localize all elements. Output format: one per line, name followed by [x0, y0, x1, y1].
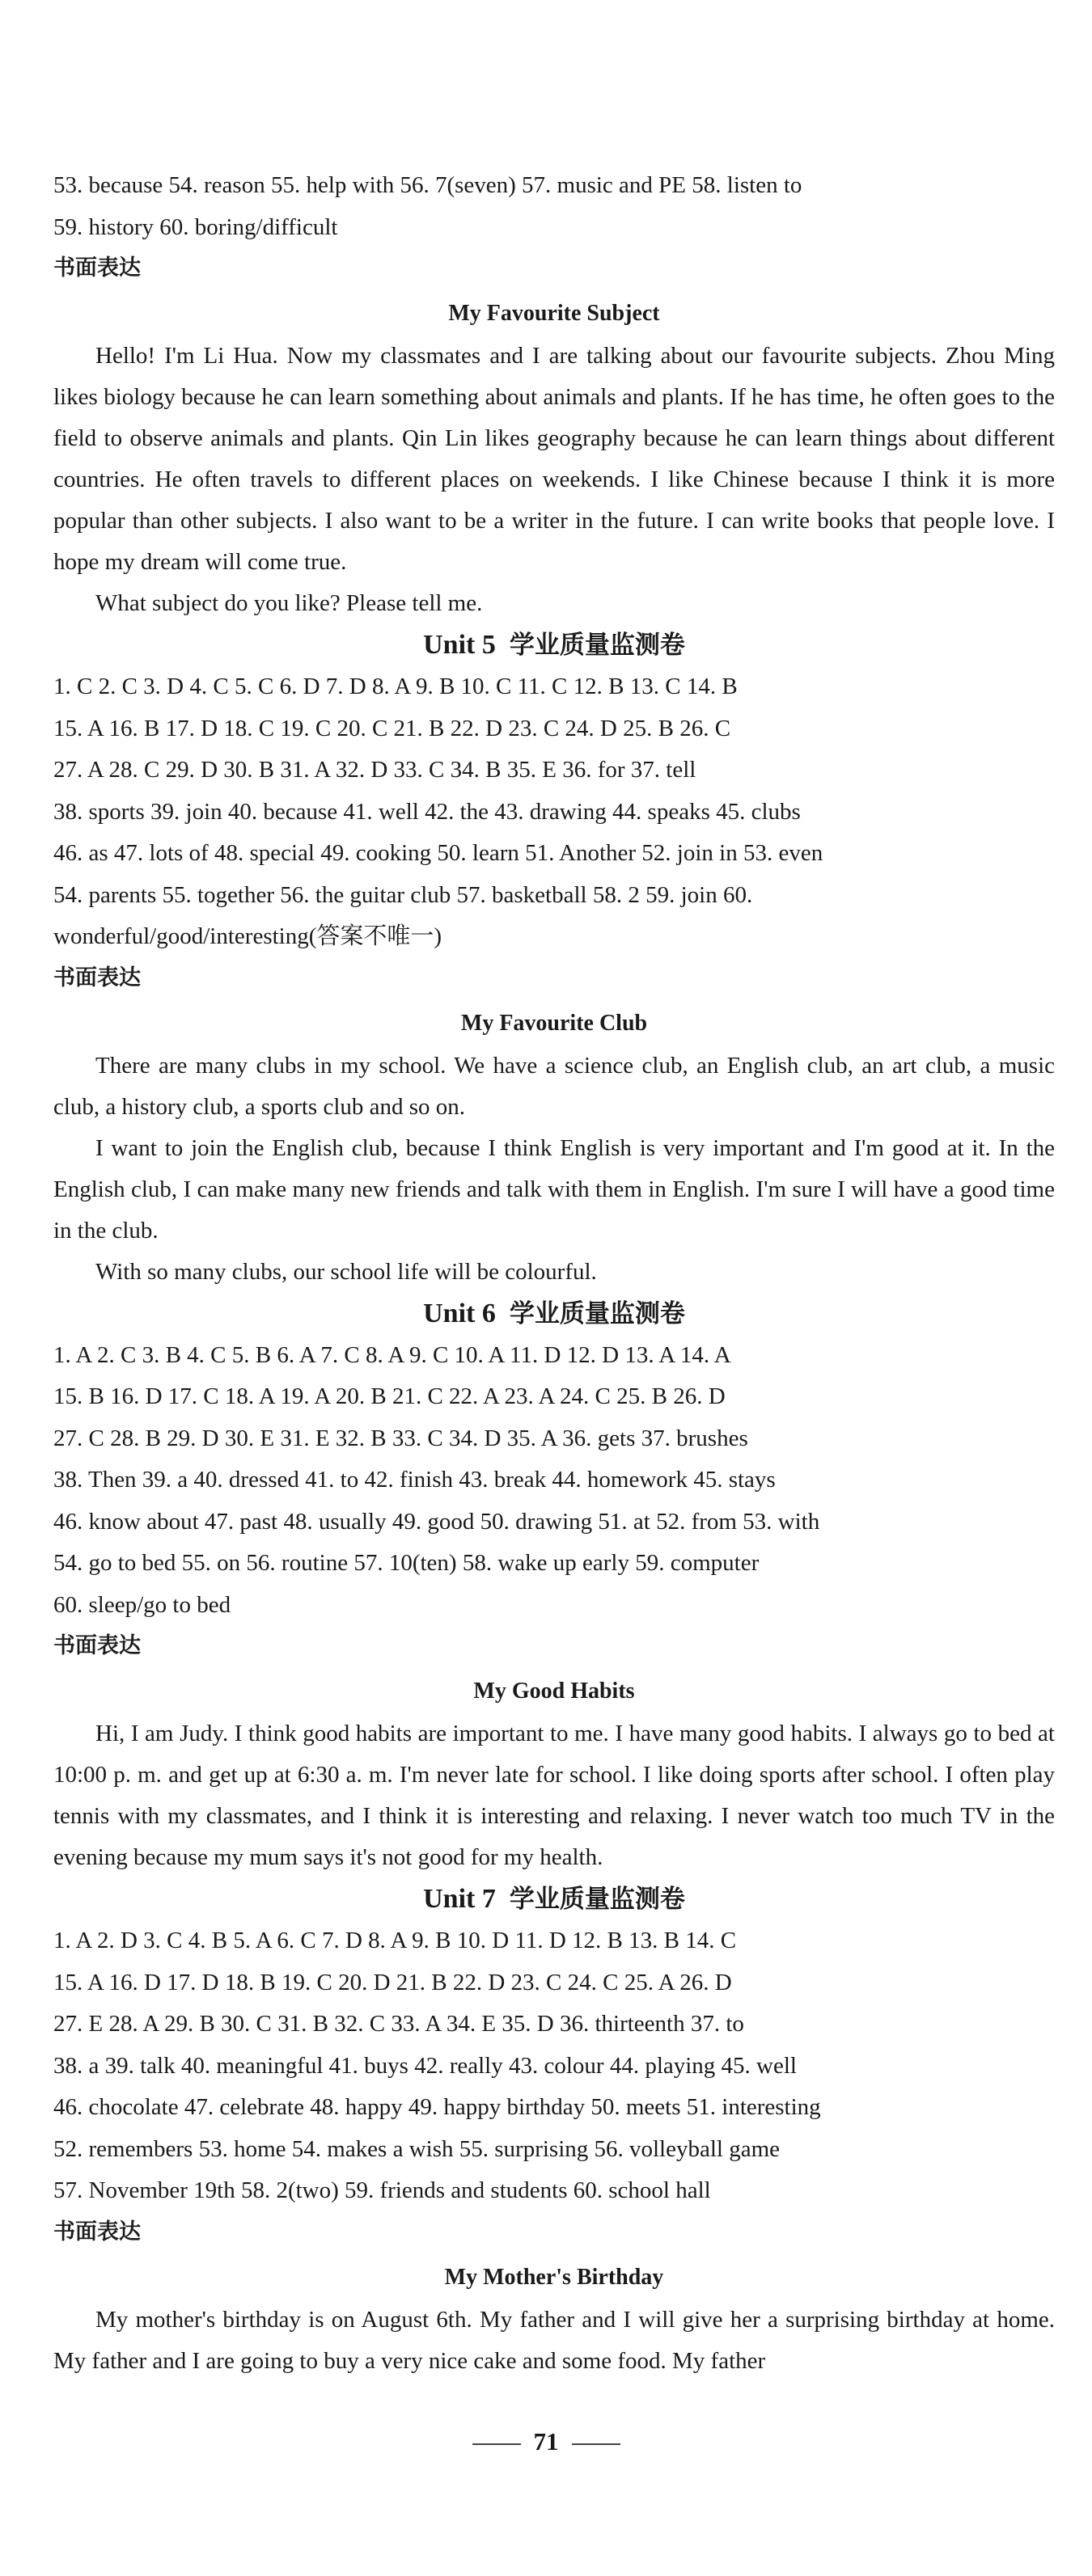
- top-answers: [53, 165, 1055, 248]
- section-label: 书面表达: [53, 2219, 141, 2244]
- answer-line: 1. A 2. D 3. C 4. B 5. A 6. C 7. D 8. A 9. B 10. D 11. D 12. B 13. B 14. C: [53, 1928, 737, 1953]
- unit-title: [53, 1878, 1055, 1920]
- left-dash: [472, 2443, 521, 2445]
- unit-title-cn: 学业质量监测卷: [509, 1885, 685, 1914]
- answer-line: 38. Then 39. a 40. dressed 41. to 42. finish 43. break 44. homework 45. stays: [53, 1467, 776, 1493]
- answer-line: wonderful/good/interesting(答案不唯一): [53, 923, 442, 949]
- page-number-text: 71: [533, 2427, 559, 2456]
- essay-body: [53, 336, 1055, 624]
- answer-line: 53. because 54. reason 55. help with 56. 7(seven) 57. music and PE 58. listen to: [53, 172, 802, 198]
- unit-answers: [53, 1335, 1055, 1627]
- right-dash: [572, 2443, 620, 2445]
- section-label: 书面表达: [53, 965, 141, 990]
- answer-line: 38. a 39. talk 40. meaningful 41. buys 42. really 43. colour 44. playing 45. well: [53, 2052, 797, 2079]
- answer-line: 15. A 16. B 17. D 18. C 19. C 20. C 21. B 22. D 23. C 24. D 25. B 26. C: [53, 715, 731, 741]
- essay-paragraph: I want to join the English club, because I think English is very important and I'm good at it. In the English club, I can make many new friends and talk with them in English. I'm sure I will have a good time in the club.: [53, 1134, 1055, 1244]
- answer-line: 52. remembers 53. home 54. makes a wish 55. surprising 56. volleyball game: [53, 2135, 781, 2162]
- unit-title-en: Unit 7: [423, 1884, 496, 1914]
- answer-line: 46. know about 47. past 48. usually 49. good 50. drawing 51. at 52. from 53. with: [53, 1508, 820, 1535]
- answer-line: 1. C 2. C 3. D 4. C 5. C 6. D 7. D 8. A 9. B 10. C 11. C 12. B 13. C 14. B: [53, 674, 738, 699]
- answer-line: 59. history 60. boring/difficult: [53, 213, 338, 240]
- section-label: 书面表达: [53, 1633, 141, 1658]
- unit-title-cn: 学业质量监测卷: [509, 1299, 685, 1328]
- essay-paragraph: With so many clubs, our school life will be colourful.: [95, 1258, 597, 1285]
- unit-title-cn: 学业质量监测卷: [509, 631, 685, 660]
- essay-title: My Mother's Birthday: [444, 2264, 664, 2290]
- answer-line: 27. A 28. C 29. D 30. B 31. A 32. D 33. C 34. B 35. E 36. for 37. tell: [53, 757, 696, 783]
- answer-line: 54. parents 55. together 56. the guitar club 57. basketball 58. 2 59. join 60.: [53, 881, 753, 908]
- section-label: 书面表达: [53, 255, 141, 281]
- answer-line: 38. sports 39. join 40. because 41. well 42. the 43. drawing 44. speaks 45. clubs: [53, 798, 801, 825]
- answer-line: 15. B 16. D 17. C 18. A 19. A 20. B 21. C 22. A 23. A 24. C 25. B 26. D: [53, 1383, 726, 1409]
- answer-line: 54. go to bed 55. on 56. routine 57. 10(ten) 58. wake up early 59. computer: [53, 1550, 760, 1576]
- answer-line: 1. A 2. C 3. B 4. C 5. B 6. A 7. C 8. A 9. C 10. A 11. D 12. D 13. A 14. A: [53, 1341, 731, 1368]
- unit-title: [53, 1293, 1055, 1335]
- essay-title: My Favourite Subject: [448, 301, 660, 326]
- essay-paragraph: Hi, I am Judy. I think good habits are important to me. I have many good habits. I always go to bed at 10:00 p. m. and get up at 6:30 a. m. I'm never late for school. I like doing sports after school. I often play tennis with my classmates, and I think it is interesting and relaxing. I never watch too much TV in the evening because my mum says it's not good for my health.: [53, 1721, 1055, 1870]
- unit-title-en: Unit 6: [423, 1298, 496, 1328]
- answer-line: 46. chocolate 47. celebrate 48. happy 49. happy birthday 50. meets 51. interesting: [53, 2094, 821, 2120]
- unit-title: [53, 624, 1055, 666]
- essay-paragraph: There are many clubs in my school. We have a science club, an English club, an art club, a music club, a history club, a sports club and so on.: [53, 1052, 1055, 1120]
- answer-line: 27. E 28. A 29. B 30. C 31. B 32. C 33. A 34. E 35. D 36. thirteenth 37. to: [53, 2011, 744, 2037]
- answer-line: 27. C 28. B 29. D 30. E 31. E 32. B 33. C 34. D 35. A 36. gets 37. brushes: [53, 1425, 748, 1451]
- essay-title: My Good Habits: [473, 1679, 635, 1704]
- essay-body: [53, 1045, 1055, 1293]
- essay-paragraph: Hello! I'm Li Hua. Now my classmates and I are talking about our favourite subjects. Zhou Ming likes biology because he can learn something about animals and plants. If he has time, he often goes to the field to observe animals and plants. Qin Lin likes geography because he can learn things about different countries. He often travels to different places on weekends. I like Chinese because I think it is more popular than other subjects. I also want to be a writer in the future. I can write books that people love. I hope my dream will come true.: [53, 343, 1055, 575]
- unit-answers: [53, 1920, 1055, 2212]
- essay-paragraph: What subject do you like? Please tell me.: [95, 590, 483, 616]
- page-number: [0, 2427, 1092, 2456]
- essay-paragraph: My mother's birthday is on August 6th. My father and I will give her a surprising birthday at home. My father and I are going to buy a very nice cake and some food. My father: [53, 2306, 1055, 2374]
- answer-line: 46. as 47. lots of 48. special 49. cooking 50. learn 51. Another 52. join in 53. even: [53, 840, 823, 866]
- page-content: [53, 165, 1055, 2382]
- essay-body: [53, 1713, 1055, 1878]
- unit-title-en: Unit 5: [423, 630, 496, 660]
- essay-title: My Favourite Club: [460, 1010, 648, 1036]
- answer-line: 57. November 19th 58. 2(two) 59. friends and students 60. school hall: [53, 2177, 711, 2203]
- answer-line: 15. A 16. D 17. D 18. B 19. C 20. D 21. B 22. D 23. C 24. C 25. A 26. D: [53, 1969, 732, 1995]
- answer-line: 60. sleep/go to bed: [53, 1591, 231, 1618]
- unit-answers: [53, 666, 1055, 958]
- essay-body: [53, 2299, 1055, 2382]
